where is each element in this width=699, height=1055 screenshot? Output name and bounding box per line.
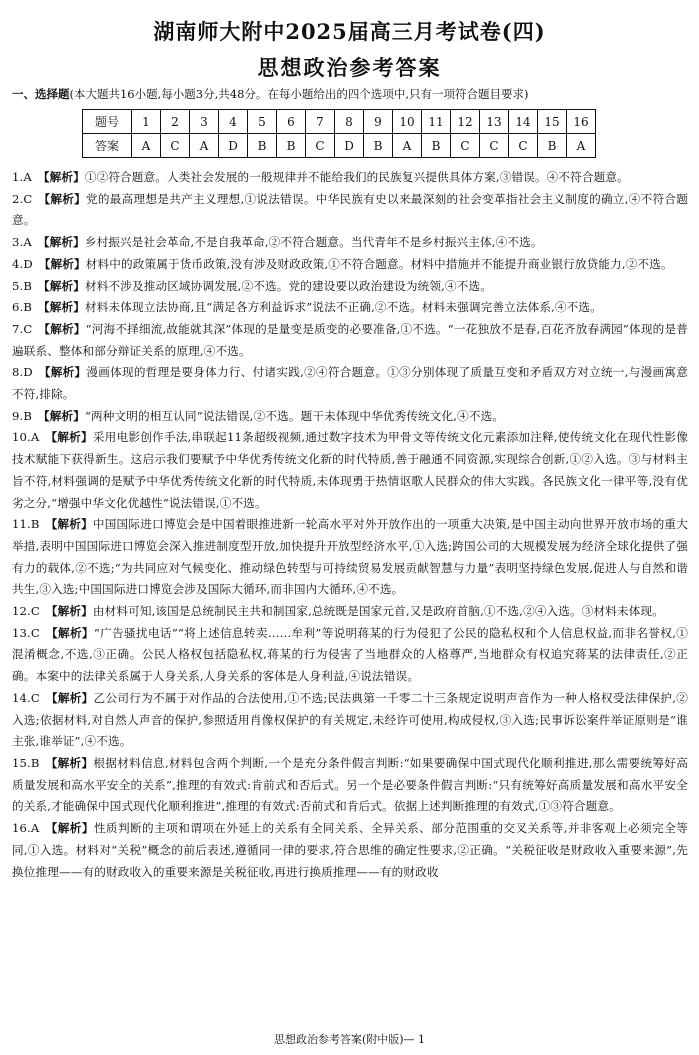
item-number: 3.A	[12, 235, 32, 250]
question-number-cell: 3	[190, 110, 219, 134]
item-number: 5.B	[12, 278, 33, 293]
answer-table-answer-row	[83, 134, 596, 158]
item-number: 12.C	[12, 604, 40, 619]
item-number: 1.A	[12, 170, 32, 184]
analysis-tag: 【解析】	[37, 235, 85, 250]
analysis-tag: 【解析】	[37, 170, 85, 184]
analysis-tag: 【解析】	[45, 517, 93, 532]
item-text: ①②符合题意。人类社会发展的一般规律并不能给我们的民族复兴提供具体方案,③错误。④不符合题意。	[84, 170, 629, 184]
question-number-cell: 6	[277, 110, 306, 134]
item-text: 乙公司行为不属于对作品的合法使用,①不选;民法典第一千零二十三条规定说明声音作为一种人格权受法律保护,②入选;依据材料,对自然人声音的保护,参照适用肖像权保护的有关规定,未经许可使用,构成侵权,③入选;民事诉讼案件举证原则是“谁主张,谁举证”,④不选。	[12, 690, 688, 749]
item-number: 9.B	[12, 408, 33, 423]
explanation-item	[12, 297, 688, 319]
answer-cell: B	[538, 134, 567, 158]
answer-cell: A	[393, 134, 422, 158]
answer-cell: C	[509, 134, 538, 158]
analysis-tag: 【解析】	[38, 300, 85, 315]
answer-table-row-label: 答案	[83, 134, 132, 158]
explanation-item	[12, 688, 688, 753]
answer-cell: C	[306, 134, 335, 158]
item-text: 漫画体现的哲理是要身体力行、付诸实践,②④符合题意。①③分别体现了质量互变和矛盾双方对立统一,与漫画寓意不符,排除。	[12, 365, 688, 402]
explanation-item	[12, 319, 688, 362]
item-number: 13.C	[12, 625, 40, 640]
explanation-item	[12, 427, 688, 514]
explanation-item	[12, 167, 688, 189]
item-text: “河海不择细流,故能就其深”体现的是量变是质变的必要准备,①不选。“一花独放不是春,百花齐放春满园”体现的是普遍联系、整体和部分辩证关系的原理,④不选。	[12, 321, 688, 358]
item-text: 性质判断的主项和谓项在外延上的关系有全同关系、全异关系、部分范围重的交叉关系等,并非客观上必须完全等同,①入选。材料对“关税”概念的前后表述,遵循同一律的要求,符合思维的确定性要求,②正确。“关税征收是财政收入重要来源”,先换位推理——有的财政收入的重要来源是关税征收,再进行换质推理——有的财政收	[12, 821, 688, 879]
analysis-tag: 【解析】	[45, 821, 94, 836]
section-heading	[12, 86, 692, 102]
answer-cell: C	[161, 134, 190, 158]
analysis-tag: 【解析】	[45, 755, 94, 770]
item-text: 材料中的政策属于货币政策,没有涉及财政政策,①不符合题意。材料中措施并不能提升商业银行放贷能力,②不选。	[85, 256, 673, 271]
explanation-item	[12, 601, 688, 623]
question-number-cell: 1	[132, 110, 161, 134]
answer-table-row-label: 题号	[83, 110, 132, 134]
item-text: 材料不涉及推动区域协调发展,②不选。党的建设要以政治建设为统领,④不选。	[84, 278, 492, 293]
analysis-tag: 【解析】	[38, 191, 87, 206]
section-description: (本大题共16小题,每小题3分,共48分。在每小题给出的四个选项中,只有一项符合题目要求)	[69, 87, 529, 101]
question-number-cell: 8	[335, 110, 364, 134]
analysis-tag: 【解析】	[45, 604, 93, 619]
question-number-cell: 9	[364, 110, 393, 134]
question-number-cell: 13	[480, 110, 509, 134]
answer-cell: C	[480, 134, 509, 158]
item-number: 15.B	[12, 755, 40, 770]
answer-cell: C	[451, 134, 480, 158]
question-number-cell: 15	[538, 110, 567, 134]
explanation-item	[12, 189, 688, 232]
answer-cell: B	[422, 134, 451, 158]
item-number: 6.B	[12, 300, 33, 315]
question-number-cell: 2	[161, 110, 190, 134]
item-text: 材料未体现立法协商,且“满足各方利益诉求”说法不正确,②不选。材料未强调完善立法体系,④不选。	[84, 300, 602, 315]
answer-cell: D	[219, 134, 248, 158]
answer-cell: A	[190, 134, 219, 158]
answer-cell: B	[364, 134, 393, 158]
answer-cell: B	[277, 134, 306, 158]
item-number: 14.C	[12, 690, 40, 705]
explanation-item	[12, 362, 688, 405]
explanation-item	[12, 514, 688, 601]
explanation-item	[12, 753, 688, 818]
answer-cell: A	[567, 134, 596, 158]
analysis-tag: 【解析】	[45, 690, 94, 705]
question-number-cell: 5	[248, 110, 277, 134]
explanation-list	[12, 167, 688, 883]
item-text: 乡村振兴是社会革命,不是自我革命,②不符合题意。当代青年不是乡村振兴主体,④不选。	[84, 235, 543, 250]
explanation-item	[12, 232, 688, 254]
item-text: “两种文明的相互认同”说法错误,②不选。题干未体现中华优秀传统文化,④不选。	[84, 408, 505, 423]
item-text: “广告骚扰电话”“将上述信息转卖……牟利”等说明蒋某的行为侵犯了公民的隐私权和个人信息权益,而非名誉权,①混淆概念,不选,③正确。公民人格权包括隐私权,蒋某的行为侵害了当地群众的人格尊严,当地群众有权追究蒋某的法律责任,②正确。本案中的法律关系属于人身关系,人身关系的客体是人身利益,④说法错误。	[12, 625, 688, 684]
answer-table-number-row	[83, 110, 596, 134]
answer-cell: A	[132, 134, 161, 158]
analysis-tag: 【解析】	[38, 365, 87, 380]
question-number-cell: 11	[422, 110, 451, 134]
item-number: 10.A	[12, 430, 40, 445]
page-footer: 思想政治参考答案(附中版)— 1	[273, 1033, 426, 1046]
explanation-item	[12, 406, 688, 428]
answer-cell: D	[335, 134, 364, 158]
analysis-tag: 【解析】	[38, 256, 86, 271]
analysis-tag: 【解析】	[45, 625, 94, 640]
question-number-cell: 10	[393, 110, 422, 134]
item-number: 11.B	[12, 517, 40, 532]
section-label: 一、选择题	[12, 87, 70, 101]
answer-cell: B	[248, 134, 277, 158]
item-number: 2.C	[12, 191, 33, 206]
explanation-item	[12, 623, 688, 688]
question-number-cell: 4	[219, 110, 248, 134]
item-text: 采用电影创作手法,串联起11条超级视频,通过数字技术为甲骨文等传统文化元素添加注释,使传统文化在现代性影像技术赋能下获得新生。这启示我们要赋予中华优秀传统文化新的时代特质,善于融通不同资源,实现综合创新,①②入选。③与材料主旨不符,材料强调的是赋予中华优秀传统文化新的时代特质,未体现勇于热情讴歌人民群众的伟大实践。各民族文化一律平等,没有优劣之分,“增强中华文化优越性”说法错误,①不选。	[12, 430, 689, 510]
item-number: 7.C	[12, 321, 33, 336]
item-text: 中国国际进口博览会是中国着眼推进新一轮高水平对外开放作出的一项重大决策,是中国主动向世界开放市场的重大举措,表明中国国际进口博览会深入推进制度型开放,加快提升开放型经济水平,①入选;跨国公司的大规模发展为经济全球化提供了强有力的载体,②不选;“为共同应对气候变化、推动绿色转型与可持续贸易发展贡献智慧与力量”表明坚持绿色发展,促进人与自然和谐共生,③入选;中国国际进口博览会涉及国际大循环,而非国内大循环,④不选。	[12, 517, 688, 597]
analysis-tag: 【解析】	[38, 408, 85, 423]
item-text: 根据材料信息,材料包含两个判断,一个是充分条件假言判断:“如果要确保中国式现代化顺利推进,那么需要统筹好高质量发展和高水平安全的关系”,推理的有效式:肯前式和否后式。另一个是必要条件假言判断:“只有统筹好高质量发展和高水平安全的关系,才能确保中国式现代化顺利推进”,推理的有效式:否前式和肯后式。依据上述判断推理的有效式,①③符合题意。	[12, 755, 688, 814]
item-number: 8.D	[12, 365, 33, 380]
explanation-item	[12, 818, 688, 883]
page-subtitle: 思想政治参考答案	[257, 56, 442, 80]
question-number-cell: 12	[451, 110, 480, 134]
analysis-tag: 【解析】	[38, 321, 86, 336]
item-number: 4.D	[12, 256, 33, 271]
item-text: 党的最高理想是共产主义理想,①说法错误。中华民族有史以来最深刻的社会变革指社会主义制度的确立,④不符合题意。	[12, 191, 688, 228]
analysis-tag: 【解析】	[45, 430, 93, 445]
page-title: 湖南师大附中2025届高三月考试卷(四)	[153, 19, 546, 44]
item-number: 16.A	[12, 821, 40, 836]
explanation-item	[12, 276, 688, 298]
question-number-cell: 7	[306, 110, 335, 134]
analysis-tag: 【解析】	[38, 278, 85, 293]
answer-table	[82, 109, 596, 158]
item-text: 由材料可知,该国是总统制民主共和制国家,总统既是国家元首,又是政府首脑,①不选,②④入选。③材料未体现。	[92, 604, 664, 619]
explanation-item	[12, 254, 688, 276]
question-number-cell: 16	[567, 110, 596, 134]
question-number-cell: 14	[509, 110, 538, 134]
